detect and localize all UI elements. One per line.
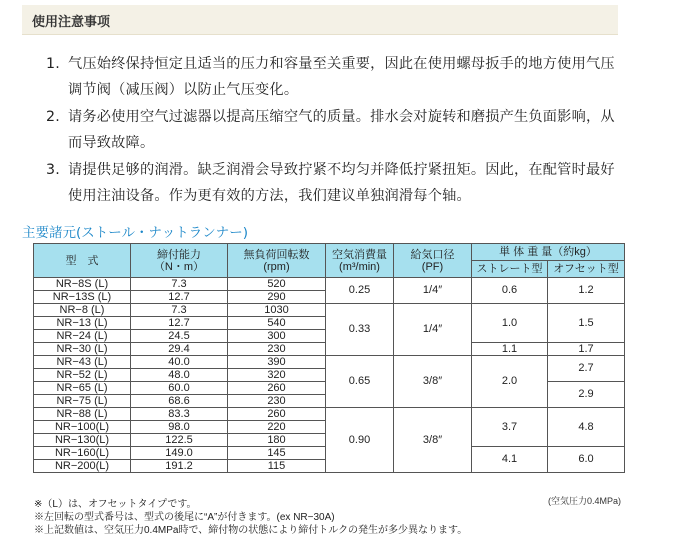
notice-item-number: 2. [46,109,60,125]
cell-air: 0.65 [326,356,394,408]
cell-torque: 29.4 [131,343,228,356]
cell-speed: 290 [228,291,326,304]
header-port-unit: (PF) [421,260,444,273]
cell-torque: 12.7 [131,291,228,304]
cell-model: NR−52 (L) [34,369,131,382]
cell-torque: 122.5 [131,434,228,447]
notice-item-2 [46,105,626,156]
header-speed-label: 無負荷回転数 [243,248,310,261]
cell-torque: 48.0 [131,369,228,382]
cell-port: 3/8″ [394,408,472,473]
cell-speed: 540 [228,317,326,330]
cell-model: NR−43 (L) [34,356,131,369]
cell-speed: 260 [228,382,326,395]
notice-item-1 [46,52,626,103]
cell-model: NR−160(L) [34,447,131,460]
notice-item-number: 1. [46,56,60,72]
header-air-unit: (m³/min) [339,260,380,273]
footnote-1: ※（L）は、オフセットタイプです。 [34,499,197,510]
footnote-3: ※上記数値は、空気圧力0.4MPa時で、締付物の状態により締付トルクの発生が多少異なります。 [34,525,468,536]
cell-straight: 0.6 [472,278,548,304]
cell-offset: 1.5 [548,304,625,343]
cell-straight: 2.0 [472,356,548,408]
header-port [394,244,472,278]
cell-speed: 260 [228,408,326,421]
cell-air: 0.33 [326,304,394,356]
cell-model: NR−88 (L) [34,408,131,421]
cell-straight: 1.0 [472,304,548,343]
cell-straight: 3.7 [472,408,548,447]
cell-torque: 7.3 [131,278,228,291]
cell-model: NR−65 (L) [34,382,131,395]
header-port-label: 給気口径 [410,248,455,261]
cell-model: NR−13 (L) [34,317,131,330]
cell-model: NR−13S (L) [34,291,131,304]
header-torque [131,244,228,278]
cell-speed: 1030 [228,304,326,317]
cell-model: NR−8S (L) [34,278,131,291]
spec-title: 主要諸元(ストール・ナットランナー) [22,225,248,241]
cell-speed: 145 [228,447,326,460]
cell-air: 0.25 [326,278,394,304]
cell-speed: 230 [228,343,326,356]
cell-torque: 83.3 [131,408,228,421]
spec-table [33,243,625,473]
cell-torque: 24.5 [131,330,228,343]
cell-speed: 320 [228,369,326,382]
header-air [326,244,394,278]
cell-offset: 1.7 [548,343,625,356]
cell-offset: 6.0 [548,447,625,473]
notice-list [46,52,626,211]
header-offset: オフセット型 [548,261,625,278]
cell-speed: 180 [228,434,326,447]
notice-title: 使用注意事项 [32,15,111,30]
cell-torque: 40.0 [131,356,228,369]
cell-model: NR−24 (L) [34,330,131,343]
header-model: 型 式 [34,244,131,278]
notice-item-text: 请务必使用空气过滤器以提高压缩空气的质量。排水会对旋转和磨损产生负面影响，从而导致故障。 [68,109,615,151]
header-air-label: 空気消費量 [332,248,387,261]
cell-straight: 4.1 [472,447,548,473]
cell-port: 1/4″ [394,278,472,304]
cell-torque: 68.6 [131,395,228,408]
header-speed [228,244,326,278]
cell-model: NR−8 (L) [34,304,131,317]
notice-item-text: 请提供足够的润滑。缺乏润滑会导致拧紧不均匀并降低拧紧扭矩。因此，在配管时最好使用注油设备。作为更有效的方法，我们建议单独润滑每个轴。 [68,162,615,204]
cell-speed: 220 [228,421,326,434]
cell-air: 0.90 [326,408,394,473]
header-speed-unit: (rpm) [263,260,290,273]
notice-item-3 [46,158,626,209]
footnote-2: ※左回転の型式番号は、型式の後尾に“A”が付きます。(ex NR−30A) [34,512,335,523]
header-weight: 単 体 重 量（約kg） [472,244,625,261]
cell-port: 1/4″ [394,304,472,356]
cell-torque: 7.3 [131,304,228,317]
cell-speed: 520 [228,278,326,291]
cell-port: 3/8″ [394,356,472,408]
cell-speed: 230 [228,395,326,408]
cell-speed: 300 [228,330,326,343]
notice-item-text: 气压始终保持恒定且适当的压力和容量至关重要，因此在使用螺母扳手的地方使用气压调节阀（减压阀）以防止气压变化。 [68,56,615,98]
cell-torque: 191.2 [131,460,228,473]
notice-item-number: 3. [46,162,60,178]
cell-model: NR−75 (L) [34,395,131,408]
cell-straight: 1.1 [472,343,548,356]
cell-torque: 60.0 [131,382,228,395]
pressure-note: (空気圧力0.4MPa) [548,496,622,506]
cell-torque: 149.0 [131,447,228,460]
cell-offset: 2.7 [548,356,625,382]
header-torque-unit: （N・m） [153,260,205,273]
notice-header-bar [22,5,618,35]
cell-speed: 390 [228,356,326,369]
header-straight: ストレート型 [472,261,548,278]
cell-torque: 12.7 [131,317,228,330]
cell-model: NR−200(L) [34,460,131,473]
cell-model: NR−30 (L) [34,343,131,356]
cell-offset: 2.9 [548,382,625,408]
cell-torque: 98.0 [131,421,228,434]
cell-offset: 4.8 [548,408,625,447]
header-torque-label: 締付能力 [157,248,201,261]
cell-speed: 115 [228,460,326,473]
cell-offset: 1.2 [548,278,625,304]
cell-model: NR−130(L) [34,434,131,447]
cell-model: NR−100(L) [34,421,131,434]
